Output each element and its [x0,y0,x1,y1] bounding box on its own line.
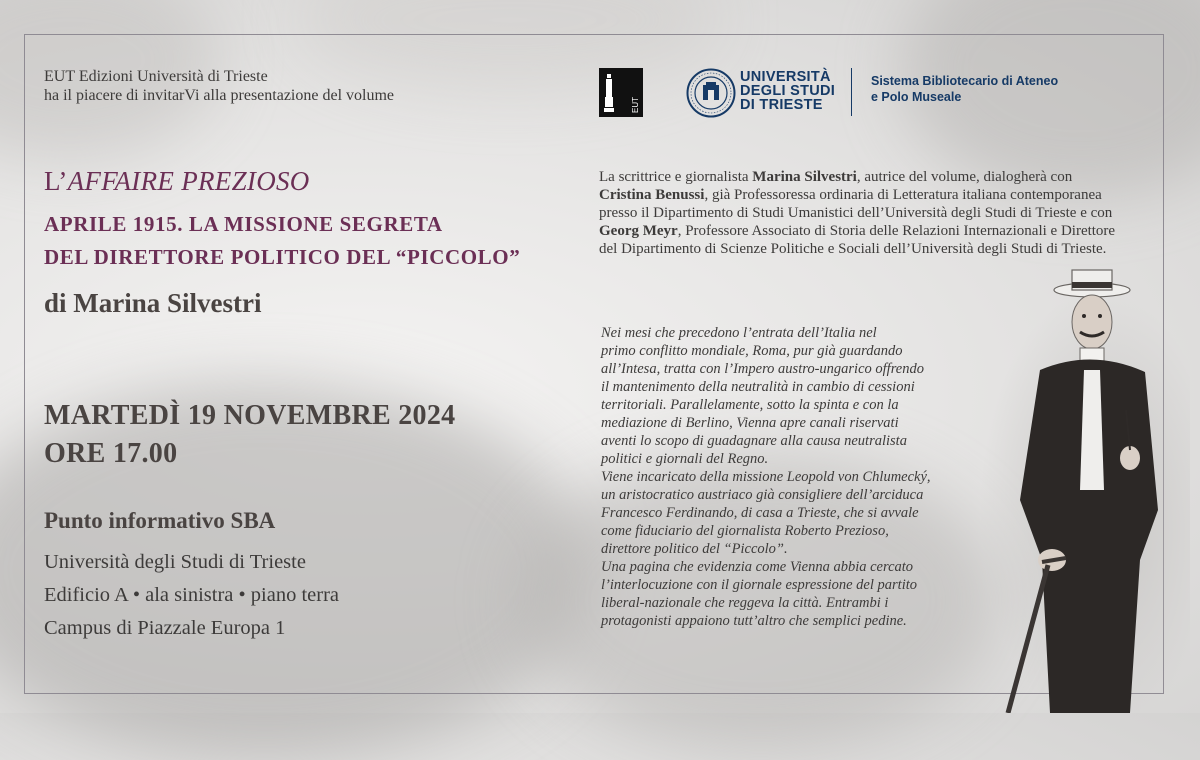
book-title-prefix: L’ [44,166,68,196]
desc-text: , Professore Associato di Storia delle Relazioni Internazionali e Direttore del Dipartimento di Scienze Politiche e Sociali dell’Università degli Studi di Trieste. [599,223,1116,257]
book-title-main: AFFAIRE PREZIOSO [67,166,310,196]
sba-line1: Sistema Bibliotecario di Ateneo [871,74,1059,88]
event-datetime [44,397,455,473]
university-name-line2: DEGLI STUDI [740,83,836,99]
portrait-illustration [980,260,1190,713]
logo-divider [851,68,852,116]
sba-logo-text [871,73,1058,105]
venue-line: Edificio A • ala sinistra • piano terra [44,584,340,606]
event-description [599,168,1124,258]
desc-text: La scrittrice e giornalista [599,169,753,185]
event-time: ORE 17.00 [44,438,178,469]
intro-invitation: ha il piacere di invitarVi alla presentazione del volume [44,87,395,104]
book-title [44,166,310,197]
venue-address [44,546,339,645]
desc-text: , autrice del volume, dialogherà con [856,169,1073,185]
speaker-name: Marina Silvestri [752,169,857,185]
eut-label: EUT [631,97,640,113]
book-author: di Marina Silvestri [44,288,262,318]
university-name-line1: UNIVERSITÀ [740,69,831,85]
book-synopsis: Nei mesi che precedono l’entrata dell’Italia nel primo conflitto mondiale, Roma, pur già guardando all’Intesa, tratta con l’Impero austro-ungarico offrendo il mantenimento della neutralità in cambio di cessioni territoriali. Parallelamente, sotto la spinta e con la mediazione di Berlino, Vienna apre canali riservati aventi lo scopo di guadagnare alla causa neutralista politici e giornali del Regno. Viene incaricato della missione Leopold von Chlumecký, un aristocratico austriaco già consigliere dell’arciduca Francesco Ferdinando, di casa a Trieste, che si avvale come fiduciario del giornalista Roberto Prezioso, direttore politico del “Piccolo”. Una pagina che evidenzia come Vienna abbia cercato l’interlocuzione con il giornale espressione del partito liberal-nazionale che reggeva la città. Entrambi i protagonisti appaiono tutt’altro che semplici pedine. [601,325,931,629]
venue-line: Campus di Piazzale Europa 1 [44,617,286,639]
intro-publisher: EUT Edizioni Università di Trieste [44,68,268,85]
sba-line2: e Polo Museale [871,90,962,104]
desc-text: , già Professoressa ordinaria di Letteratura italiana contemporanea presso il Dipartimento di Studi Umanistici dell’Università degli Studi di Trieste e con [599,187,1113,221]
university-seal-icon [686,68,736,118]
speaker-name: Cristina Benussi [599,187,705,203]
venue-name: Punto informativo SBA [44,508,276,533]
intro-text [44,67,394,105]
book-subtitle-line1: APRILE 1915. LA MISSIONE SEGRETA [44,212,443,236]
university-name [740,70,835,112]
venue-line: Università degli Studi di Trieste [44,551,306,573]
book-subtitle-line2: DEL DIRETTORE POLITICO DEL “PICCOLO” [44,245,521,269]
eut-logo [599,68,643,117]
event-date: MARTEDÌ 19 NOVEMBRE 2024 [44,400,456,431]
speaker-name: Georg Meyr [599,223,678,239]
book-subtitle [44,208,520,274]
university-name-line3: DI TRIESTE [740,97,823,113]
